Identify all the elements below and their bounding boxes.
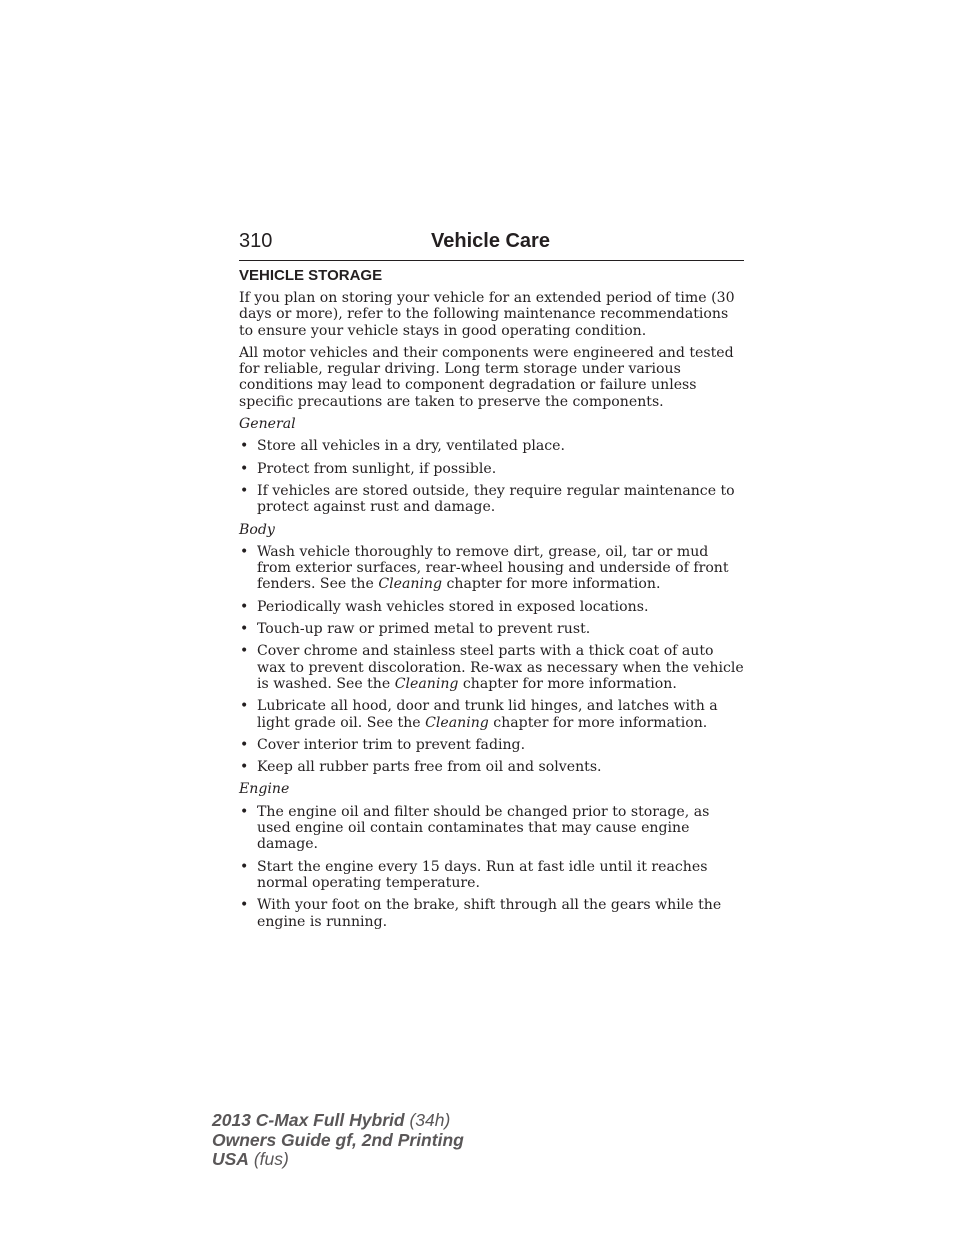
list-item xyxy=(239,859,744,892)
footer-line-model xyxy=(212,1111,464,1131)
page-footer xyxy=(212,1111,464,1170)
intro-paragraph: All motor vehicles and their components were engineered and tested for reliable, regular driving. Long term storage under various conditions may lead to component degradation or failure unless specific precautions are taken to preserve the components. xyxy=(239,344,734,410)
footer-line-region xyxy=(212,1150,464,1170)
bullet-icon: • xyxy=(240,643,249,660)
bullet-icon: • xyxy=(240,621,249,638)
bullet-icon: • xyxy=(240,858,249,875)
list-item-text: Wash vehicle thoroughly to remove dirt, grease, oil, tar or mud from exterior surfaces, rear-wheel housing and underside of front fenders. See the xyxy=(257,543,729,593)
bullet-icon: • xyxy=(240,698,249,715)
list-item xyxy=(239,804,744,853)
list-item-text: chapter for more information. xyxy=(442,576,661,593)
list-item-text: chapter for more information. xyxy=(458,675,677,692)
list-item xyxy=(239,698,744,731)
cleaning-reference: Cleaning xyxy=(394,675,459,692)
bullet-icon: • xyxy=(240,759,249,776)
list-item xyxy=(239,599,744,615)
page-header xyxy=(239,228,744,261)
footer-line-guide xyxy=(212,1131,464,1151)
bullet-icon: • xyxy=(240,460,249,477)
list-item xyxy=(239,621,744,637)
cleaning-reference: Cleaning xyxy=(425,714,489,731)
footer-model-code: (34h) xyxy=(409,1110,451,1130)
cleaning-reference: Cleaning xyxy=(378,576,443,593)
body-list xyxy=(239,544,744,776)
bullet-icon: • xyxy=(240,543,249,560)
list-item-text: If vehicles are stored outside, they require regular maintenance to protect against rust and damage. xyxy=(257,482,735,516)
main-content xyxy=(239,267,744,936)
list-item xyxy=(239,461,744,477)
list-item-text: Start the engine every 15 days. Run at fast idle until it reaches normal operating temperature. xyxy=(257,858,708,891)
footer-region-code: (fus) xyxy=(253,1149,289,1169)
subheading-engine: Engine xyxy=(239,781,290,798)
list-item-text: Keep all rubber parts free from oil and solvents. xyxy=(257,759,602,776)
list-item-text: chapter for more information. xyxy=(488,714,708,731)
list-item-text: Touch-up raw or primed metal to prevent rust. xyxy=(257,621,591,638)
list-item-text: Cover chrome and stainless steel parts with a thick coat of auto wax to prevent discoloration. Re-wax as necessary when the vehicle is washed. See the xyxy=(257,643,744,692)
footer-region: USA xyxy=(212,1149,249,1169)
list-item xyxy=(239,759,744,775)
list-item-text: With your foot on the brake, shift through all the gears while the engine is running. xyxy=(257,897,722,930)
subheading-general: General xyxy=(239,416,296,433)
engine-list xyxy=(239,804,744,930)
bullet-icon: • xyxy=(240,482,249,499)
footer-guide: Owners Guide gf, 2nd Printing xyxy=(212,1129,464,1150)
list-item-text: Protect from sunlight, if possible. xyxy=(257,460,497,477)
list-item-text: Periodically wash vehicles stored in exposed locations. xyxy=(257,598,649,615)
page-number: 310 xyxy=(239,230,273,252)
bullet-icon: • xyxy=(240,897,249,914)
chapter-title: Vehicle Care xyxy=(431,230,550,252)
intro-paragraph: If you plan on storing your vehicle for an extended period of time (30 days or more), refer to the following maintenance recommendations to ensure your vehicle stays in good operating condition. xyxy=(239,290,735,339)
list-item xyxy=(239,897,744,930)
bullet-icon: • xyxy=(240,598,249,615)
list-item-text: The engine oil and filter should be changed prior to storage, as used engine oil contain contaminates that may cause engine damage. xyxy=(257,803,710,853)
general-list xyxy=(239,438,744,515)
list-item xyxy=(239,544,744,593)
list-item-text: Store all vehicles in a dry, ventilated place. xyxy=(257,438,565,455)
footer-model: 2013 C-Max Full Hybrid xyxy=(212,1110,405,1130)
bullet-icon: • xyxy=(240,438,249,455)
bullet-icon: • xyxy=(240,803,249,820)
subheading-body: Body xyxy=(239,521,275,538)
list-item-text: Lubricate all hood, door and trunk lid hinges, and latches with a light grade oil. See the xyxy=(257,698,718,731)
section-heading: VEHICLE STORAGE xyxy=(239,267,383,284)
list-item xyxy=(239,643,744,692)
list-item xyxy=(239,737,744,753)
list-item xyxy=(239,438,744,454)
list-item-text: Cover interior trim to prevent fading. xyxy=(257,736,526,753)
list-item xyxy=(239,483,744,516)
bullet-icon: • xyxy=(240,736,249,753)
